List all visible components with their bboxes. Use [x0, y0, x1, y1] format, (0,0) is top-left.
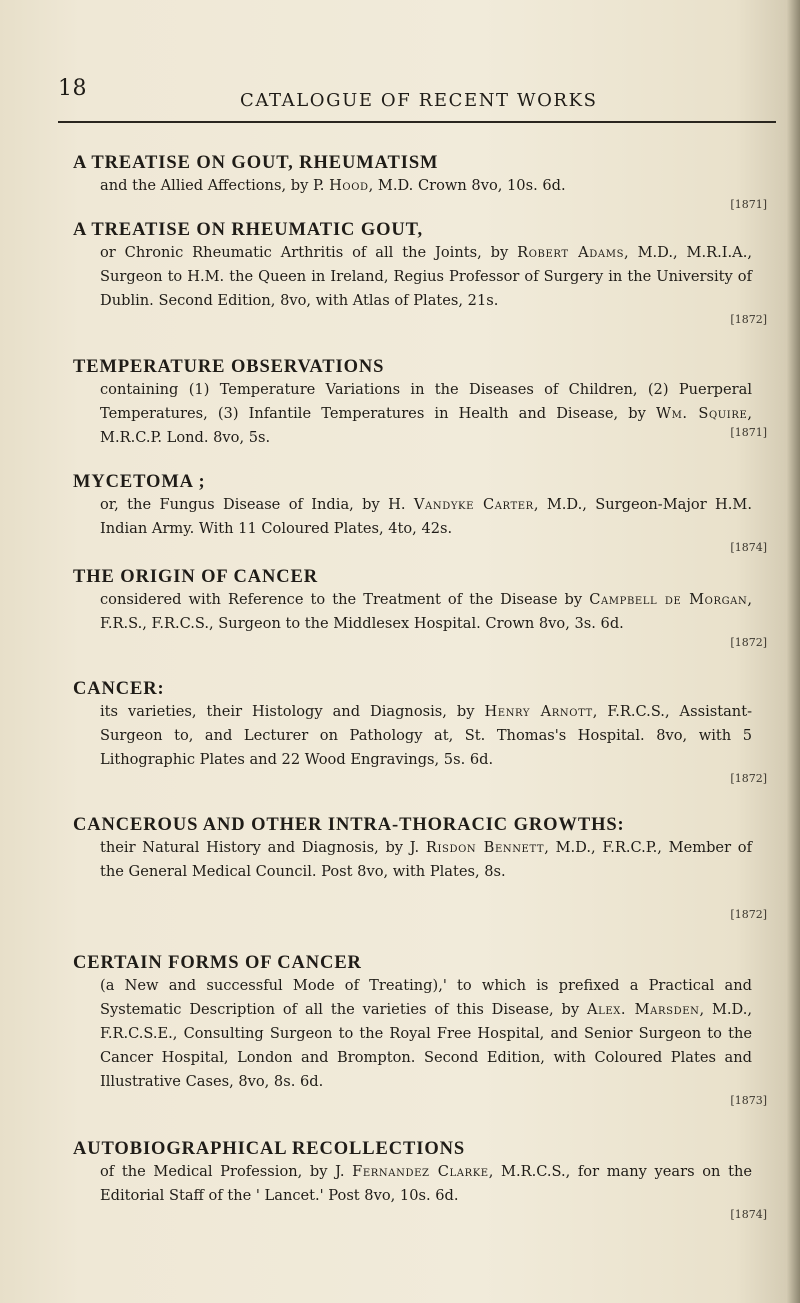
catalogue-entry [73, 356, 773, 450]
entry-text: , M.D., F.R.C.P., Member of the General Medical Council. Post 8vo, with Plates, 8s. [100, 839, 752, 880]
entry-text: , M.D., F.R.C.S.E., Consulting Surgeon to the Royal Free Hospital, and Senior Surgeon to the Cancer Hospital, London and Brompton. Second Edition, with Coloured Plates and Illustrative Cases, 8vo, 8s. 6d. [100, 1001, 752, 1090]
page-edge-shadow [786, 0, 800, 1303]
entry-text: containing (1) Temperature Variations in the Diseases of Children, (2) Puerperal Temperatures, (3) Infantile Temperatures in Health and Disease, by [100, 381, 752, 422]
entry-text: , M.D. Crown 8vo, 10s. 6d. [368, 177, 566, 194]
catalogue-entry [73, 952, 773, 1107]
entry-text: , M.D., M.R.I.A., Surgeon to H.M. the Queen in Ireland, Regius Professor of Surgery in the University of Dublin. Second Edition, 8vo, with Atlas of Plates, 21s. [100, 244, 752, 309]
entry-author: Vandyke Carter [413, 496, 534, 513]
catalogue-entry [73, 219, 773, 326]
entry-author: Risdon Bennett [425, 839, 545, 856]
entry-year: [1872] [730, 636, 767, 649]
entry-year: [1871] [730, 198, 767, 211]
entry-text: , F.R.C.S., Assistant-Surgeon to, and Lecturer on Pathology at, St. Thomas's Hospital. 8vo, with 5 Lithographic Plates and 22 Wood Engravings, 5s. 6d. [100, 703, 752, 768]
entry-title: MYCETOMA ; [73, 472, 206, 492]
entry-description [100, 836, 752, 884]
entry-author: Fernandez Clarke [352, 1163, 489, 1180]
entry-text: , M.R.C.S., for many years on the Editorial Staff of the ' Lancet.' Post 8vo, 10s. 6d. [100, 1163, 752, 1204]
entry-text: and the Allied Affections, by P. [100, 177, 330, 194]
entry-description [100, 1160, 752, 1208]
entry-title: AUTOBIOGRAPHICAL RECOLLECTIONS [73, 1139, 466, 1159]
entry-text: , M.D., Surgeon-Major H.M. Indian Army. With 11 Coloured Plates, 4to, 42s. [100, 496, 753, 537]
entry-text: its varieties, their Histology and Diagnosis, by [100, 703, 485, 720]
entry-title: TEMPERATURE OBSERVATIONS [73, 357, 385, 377]
entry-year: [1873] [730, 1094, 767, 1107]
entry-author: Henry Arnott [484, 703, 593, 720]
entry-text: their Natural History and Diagnosis, by J. [100, 839, 426, 856]
entry-description [100, 588, 752, 636]
catalogue-entry [73, 678, 773, 785]
entry-author: Hood [329, 177, 369, 194]
entry-text: , F.R.S., F.R.C.S., Surgeon to the Middlesex Hospital. Crown 8vo, 3s. 6d. [100, 591, 752, 632]
entry-description [100, 378, 752, 450]
entry-title: CERTAIN FORMS OF CANCER [73, 953, 362, 973]
entry-text: or, the Fungus Disease of India, by H. [100, 496, 414, 513]
entry-text: or Chronic Rheumatic Arthritis of all the Joints, by [100, 244, 518, 261]
entry-description [100, 174, 752, 198]
entry-description [100, 241, 752, 313]
entry-year: [1872] [730, 908, 767, 921]
catalogue-entry [73, 814, 773, 921]
entry-year: [1871] [730, 426, 767, 439]
entry-author: Campbell de Morgan [589, 591, 748, 608]
entry-year: [1874] [730, 1208, 767, 1221]
entry-description [100, 700, 752, 772]
entry-author: Alex. Marsden [586, 1001, 700, 1018]
catalogue-entry [73, 152, 773, 211]
entry-year: [1872] [730, 772, 767, 785]
entry-title: CANCEROUS AND OTHER INTRA-THORACIC GROWTHS: [73, 815, 625, 835]
entry-year: [1872] [730, 313, 767, 326]
entry-title: CANCER: [73, 679, 165, 699]
entry-description [100, 974, 752, 1094]
entry-text: of the Medical Profession, by J. [100, 1163, 353, 1180]
entry-author: Robert Adams [517, 244, 625, 261]
catalogue-entry [73, 471, 773, 554]
entry-text: (a New and successful Mode of Treating),' to which is prefixed a Practical and Systematic Description of all the varieties of this Disease, by [100, 977, 752, 1018]
running-title: CATALOGUE OF RECENT WORKS [240, 90, 598, 111]
entry-description [100, 493, 752, 541]
page-number: 18 [58, 76, 87, 101]
header-rule [58, 121, 776, 123]
entry-title: A TREATISE ON RHEUMATIC GOUT, [73, 220, 424, 240]
catalogue-entry [73, 566, 773, 649]
entry-author: Wm. Squire [655, 405, 748, 422]
entry-title: A TREATISE ON GOUT, RHEUMATISM [73, 153, 439, 173]
entry-year: [1874] [730, 541, 767, 554]
entry-text: , M.R.C.P. Lond. 8vo, 5s. [100, 405, 752, 446]
catalogue-entry [73, 1138, 773, 1221]
entry-text: considered with Reference to the Treatment of the Disease by [100, 591, 590, 608]
entry-title: THE ORIGIN OF CANCER [73, 567, 318, 587]
